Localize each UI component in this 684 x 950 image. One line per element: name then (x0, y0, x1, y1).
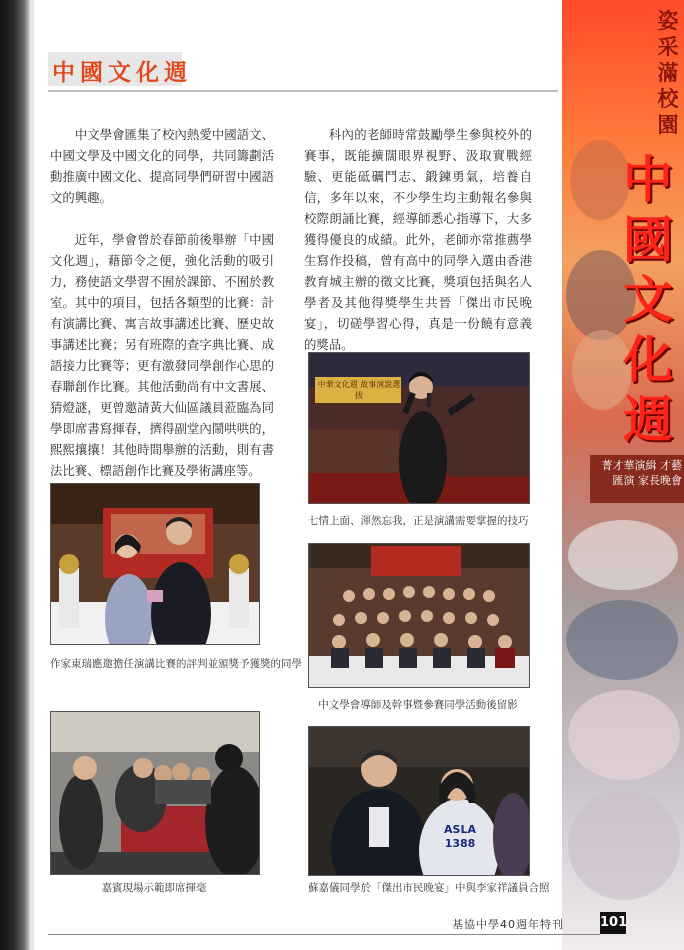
page-edge (30, 0, 34, 950)
article-right-column (304, 124, 532, 376)
footer-rule (48, 934, 600, 935)
paragraph: 中文學會匯集了校內熱愛中國語文、中國文學及中國文化的同學，共同籌劃活動推廣中國文化、提高同學們研習中國語文的興趣。 (50, 127, 274, 205)
photo-caption: 嘉賓現場示範即席揮毫 (101, 882, 207, 894)
page-binding (0, 0, 30, 950)
collage-photo (566, 600, 678, 680)
footer-publication: 基協中學40週年特刊 (452, 918, 564, 931)
photo-group (308, 543, 530, 688)
photo-calligraphy-image (51, 712, 259, 874)
collage-photo (568, 690, 680, 780)
collage-photo (568, 790, 680, 900)
photo-award-presentation (50, 483, 260, 645)
photo-speech-image (309, 353, 529, 503)
title-rule (48, 90, 558, 92)
photo-speech-performance (308, 352, 530, 504)
shirt-text: ASLA 1388 (444, 823, 476, 850)
photo-calligraphy-demo (50, 711, 260, 875)
paragraph: 科內的老師時常鼓勵學生參與校外的賽事，既能擴闊眼界視野、汲取實戰經驗、更能砥礪鬥志、鍛鍊勇氣，培養自信，多年以來，不少學生均主動報名參與校際朗誦比賽，經導師悉心指導下，大多獲得優良的成績。此外，老師亦常推薦學生寫作投稿，曾有高中的同學入選由香港教育城主辦的徵文比賽，獎項包括與名人學者及其他得獎學生共晉「傑出市民晚宴」，切磋學習心得，真是一份饒有意義的獎品。 (304, 127, 532, 352)
photo-caption: 蘇嘉儀同學於「傑出市民晚宴」中與李家祥議員合照 (308, 882, 550, 894)
page-number: 101 (600, 912, 626, 934)
banner-text: 中華文化週 故事演說選拔 (317, 380, 401, 400)
sidebar-sign-text: 菁才華演緝 才藝匯演 家長晚會 (601, 459, 682, 487)
sidebar-section-label: 姿采滿校園 (657, 9, 679, 137)
photo-award-image (51, 484, 259, 644)
photo-group-image (309, 544, 529, 687)
photo-caption: 中文學會導師及幹事暨參賽同學活動後留影 (318, 699, 518, 711)
sidebar-strip (562, 0, 684, 950)
page-title: 中國文化週 (52, 60, 192, 86)
sidebar-vertical-title: 中國文化週 (623, 151, 673, 449)
collage-photo (568, 520, 678, 590)
paragraph: 近年，學會曾於春節前後舉辦「中國文化週」，藉節令之便，強化活動的吸引力，務使語文學習不囿於課節、不囿於教室。其中的項目，包括各類型的比賽：計有演講比賽、寓言故事講述比賽、歷史故事講述比賽；另有班際的查字典比賽、成語接力比賽等；更有激發同學創作心思的春聯創作比賽。其他活動尚有中文書展、猜燈謎，更曾邀請黃大仙區議員蒞臨為同學即席書寫揮春，擠得副堂內鬧哄哄的，熙熙攘攘！其他時間舉辦的活動，則有書法比賽、標語創作比賽及學術講座等。 (50, 232, 274, 478)
photo-caption: 作家東瑞應邀擔任演講比賽的評判並頒獎予獲獎的同學 (50, 658, 302, 670)
photo-dinner (308, 726, 530, 876)
photo-dinner-image (309, 727, 529, 875)
photo-caption: 七情上面、渾然忘我，正是演講需要掌握的技巧 (308, 515, 529, 527)
article-left-column (50, 124, 274, 502)
